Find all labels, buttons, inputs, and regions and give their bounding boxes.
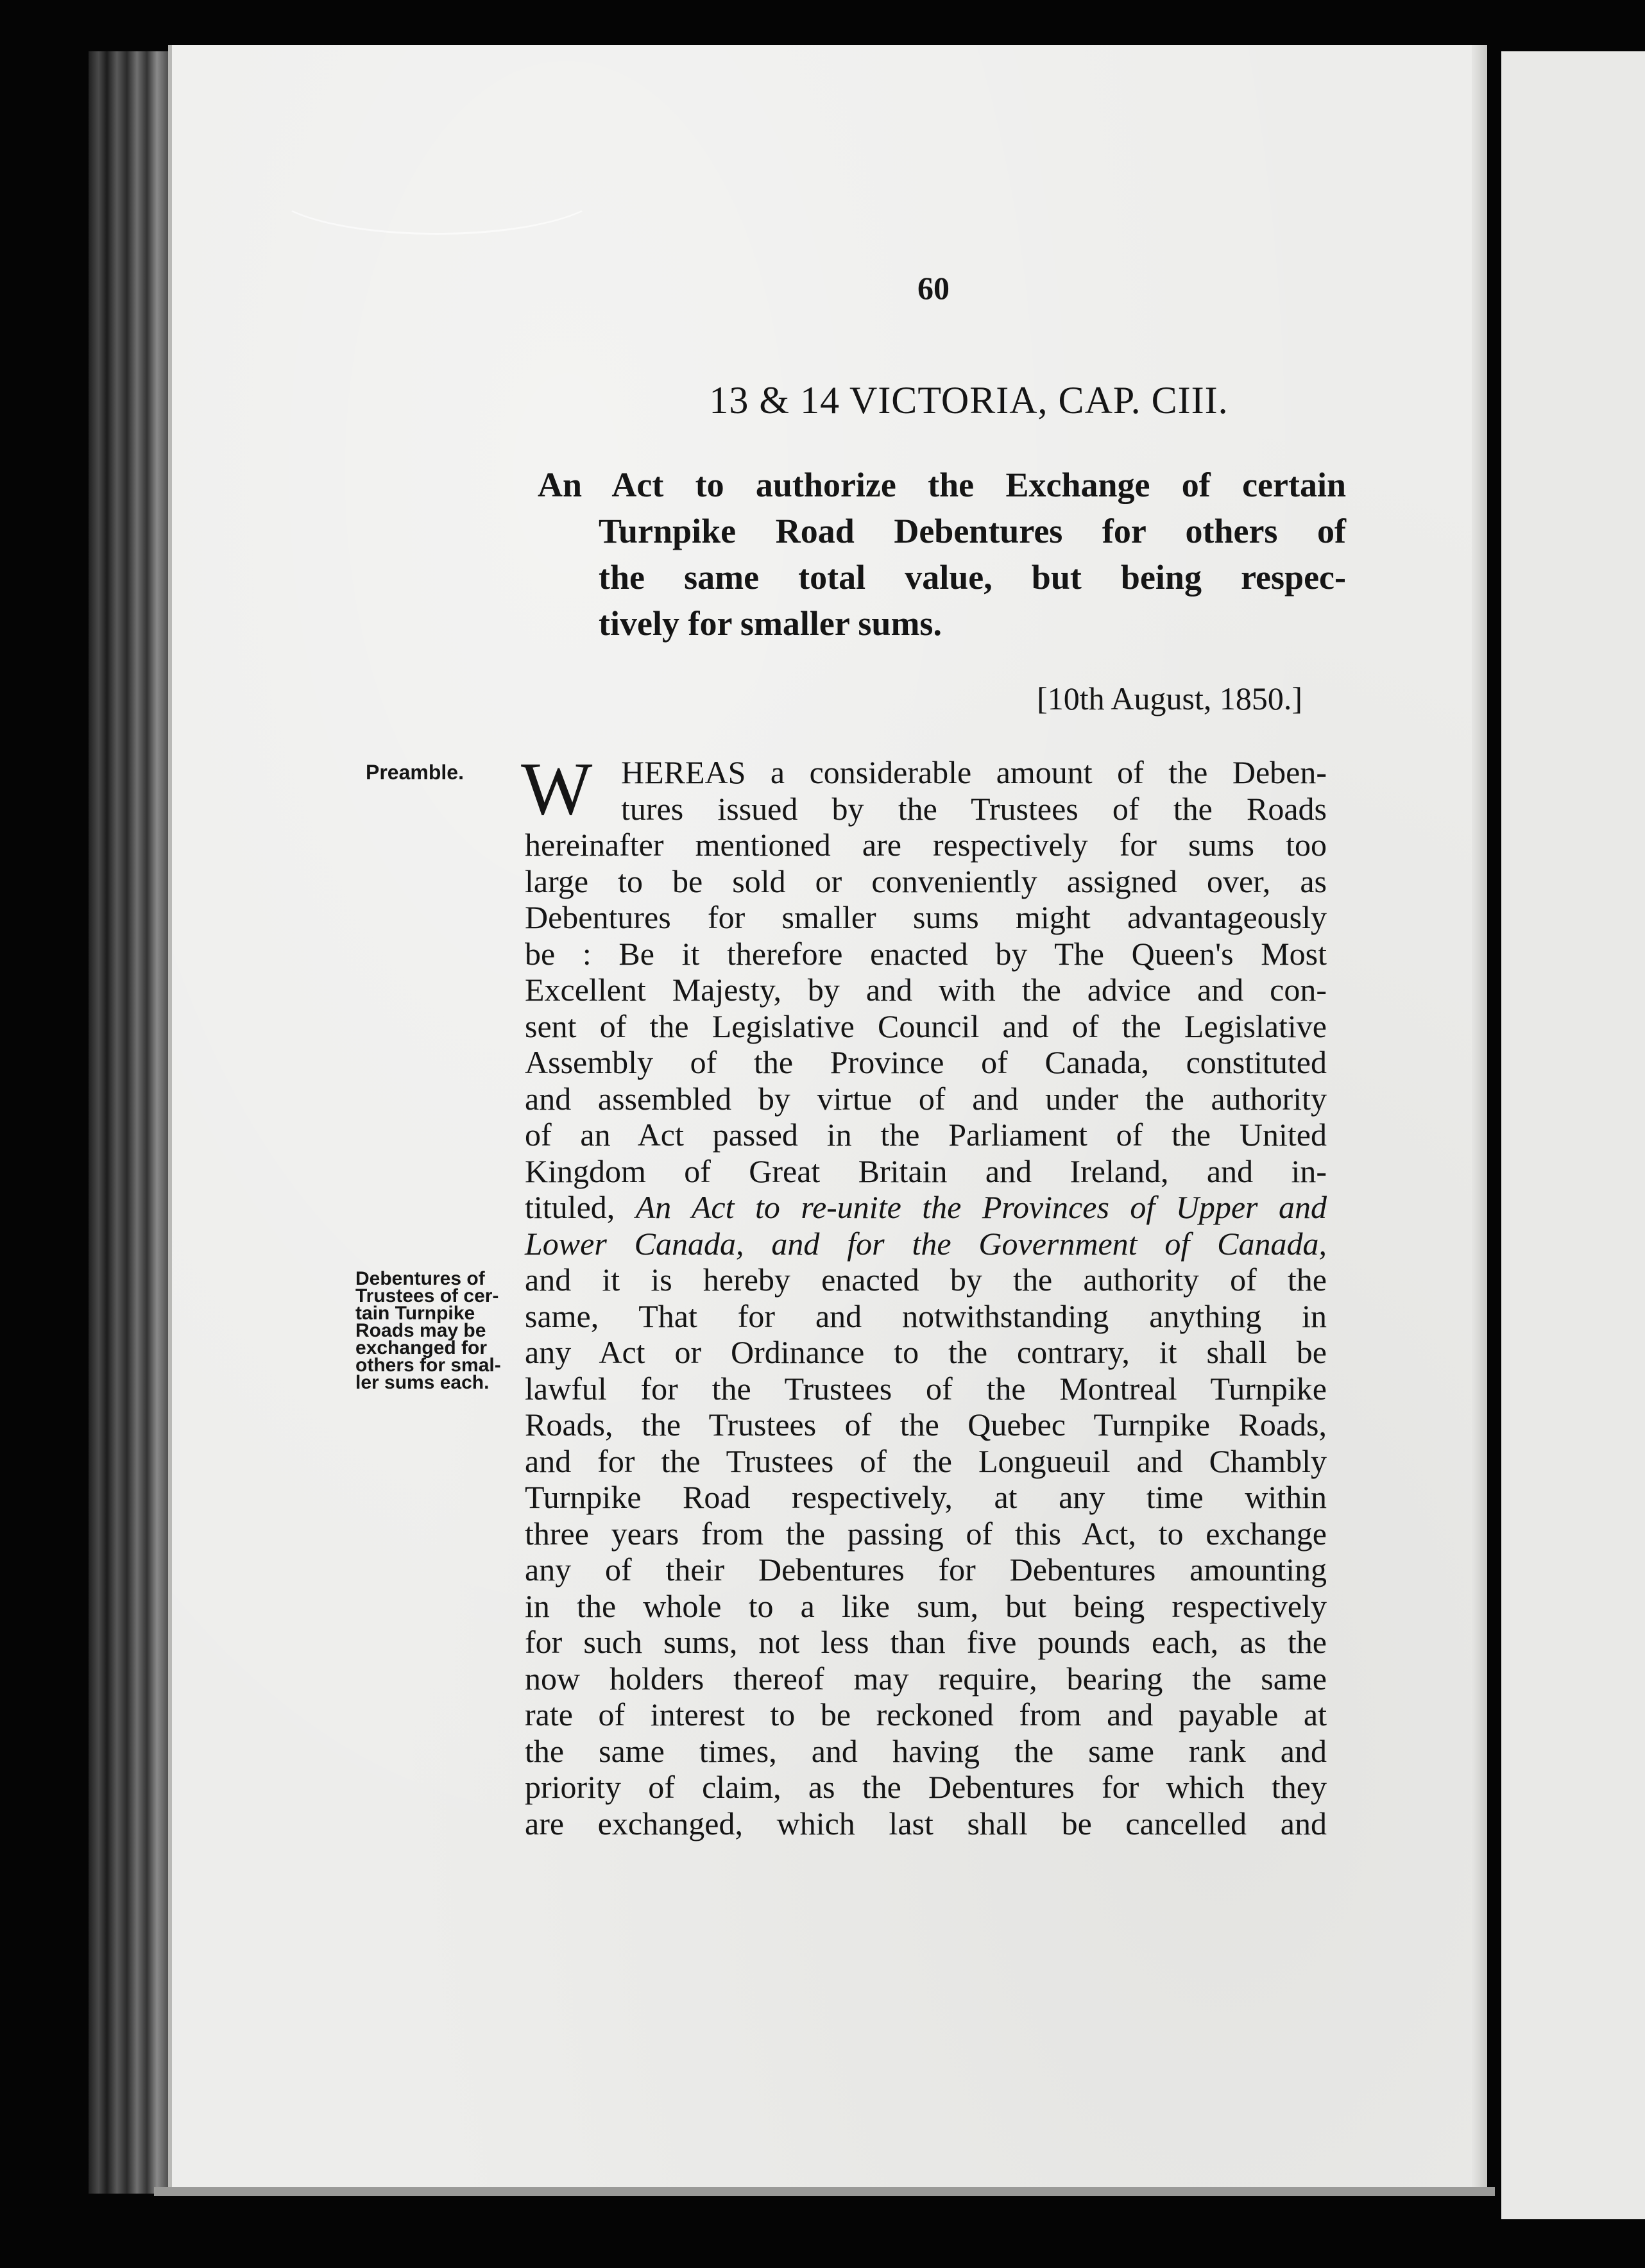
body-line: large to be sold or conveniently assigned over, as: [525, 863, 1327, 899]
body-line: Debentures for smaller sums might advantageously: [525, 899, 1327, 935]
body-line: Kingdom of Great Britain and Ireland, and in-: [525, 1153, 1327, 1189]
act-title-line: the same total value, but being respec-: [599, 558, 1346, 597]
page-bottom-edge: [154, 2187, 1495, 2196]
body-line-roman-part: tituled,: [525, 1189, 615, 1225]
body-line: priority of claim, as the Debentures for which they: [525, 1769, 1327, 1805]
body-line: lawful for the Trustees of the Montreal Turnpike: [525, 1370, 1327, 1407]
adjacent-page-edge: [1501, 51, 1645, 2219]
body-line: any of their Debentures for Debentures amounting: [525, 1552, 1327, 1587]
body-line-italic: Lower Canada, and for the Government of Canada,: [525, 1225, 1327, 1262]
scan-scratch-mark: [268, 141, 606, 235]
body-line: Excellent Majesty, by and with the advice and con-: [525, 972, 1327, 1008]
marginal-note-debentures: [355, 1270, 509, 1391]
body-line: same, That for and notwithstanding anything in: [525, 1298, 1327, 1334]
body-line: are exchanged, which last shall be cancelled and: [525, 1805, 1327, 1841]
body-line: the same times, and having the same rank and: [525, 1732, 1327, 1769]
body-line: be : Be it therefore enacted by The Queen's Most: [525, 935, 1327, 972]
body-line-with-italic: [525, 1189, 1327, 1226]
body-line: Turnpike Road respectively, at any time within: [525, 1479, 1327, 1515]
marginal-note-line: others for smal-: [355, 1355, 501, 1376]
drop-cap-letter: W: [521, 747, 593, 831]
body-line: hereinafter mentioned are respectively for sums too: [525, 827, 1327, 863]
body-line: now holders thereof may require, bearing the same: [525, 1660, 1327, 1697]
marginal-note-line: Roads may be: [355, 1320, 486, 1341]
marginal-note-line: Debentures of: [355, 1268, 485, 1289]
body-line: and for the Trustees of the Longueuil and Chambly: [525, 1443, 1327, 1479]
body-line: three years from the passing of this Act, to exchange: [525, 1515, 1327, 1552]
marginal-note-preamble: Preamble.: [366, 761, 464, 784]
body-line: Roads, the Trustees of the Quebec Turnpike Roads,: [525, 1407, 1327, 1443]
body-line: sent of the Legislative Council and of the Legislative: [525, 1008, 1327, 1044]
body-line: and it is hereby enacted by the authority of the: [525, 1262, 1327, 1298]
body-line: in the whole to a like sum, but being respectively: [525, 1587, 1327, 1624]
act-title: [538, 462, 1346, 647]
body-line: and assembled by virtue of and under the authority: [525, 1080, 1327, 1117]
marginal-note-line: ler sums each.: [355, 1372, 490, 1393]
act-title-line: An Act to authorize the Exchange of certain: [538, 466, 1346, 504]
act-title-line: Turnpike Road Debentures for others of: [599, 512, 1346, 550]
page-number: 60: [917, 270, 950, 306]
body-line: any Act or Ordinance to the contrary, it shall be: [525, 1334, 1327, 1370]
book-page-edges: [89, 51, 172, 2194]
marginal-note-line: tain Turnpike: [355, 1303, 475, 1324]
act-body-text: [521, 747, 1327, 1841]
body-line: HEREAS a considerable amount of the Deben-: [621, 754, 1327, 790]
marginal-note-line: Trustees of cer-: [355, 1285, 499, 1307]
body-line: Assembly of the Province of Canada, constituted: [525, 1044, 1327, 1080]
assent-date: [10th August, 1850.]: [1037, 681, 1302, 716]
body-line: tures issued by the Trustees of the Roads: [621, 790, 1327, 827]
body-line: rate of interest to be reckoned from and payable at: [525, 1697, 1327, 1732]
act-citation-italic: An Act to re-unite the Provinces of Upper and: [635, 1189, 1327, 1225]
body-line: for such sums, not less than five pounds each, as the: [525, 1624, 1327, 1660]
act-title-line: tively for smaller sums.: [599, 604, 942, 643]
page-gutter: [1472, 45, 1487, 2187]
body-line: of an Act passed in the Parliament of the United: [525, 1117, 1327, 1153]
marginal-note-line: exchanged for: [355, 1337, 488, 1358]
chapter-heading: 13 & 14 VICTORIA, CAP. CIII.: [709, 379, 1229, 421]
